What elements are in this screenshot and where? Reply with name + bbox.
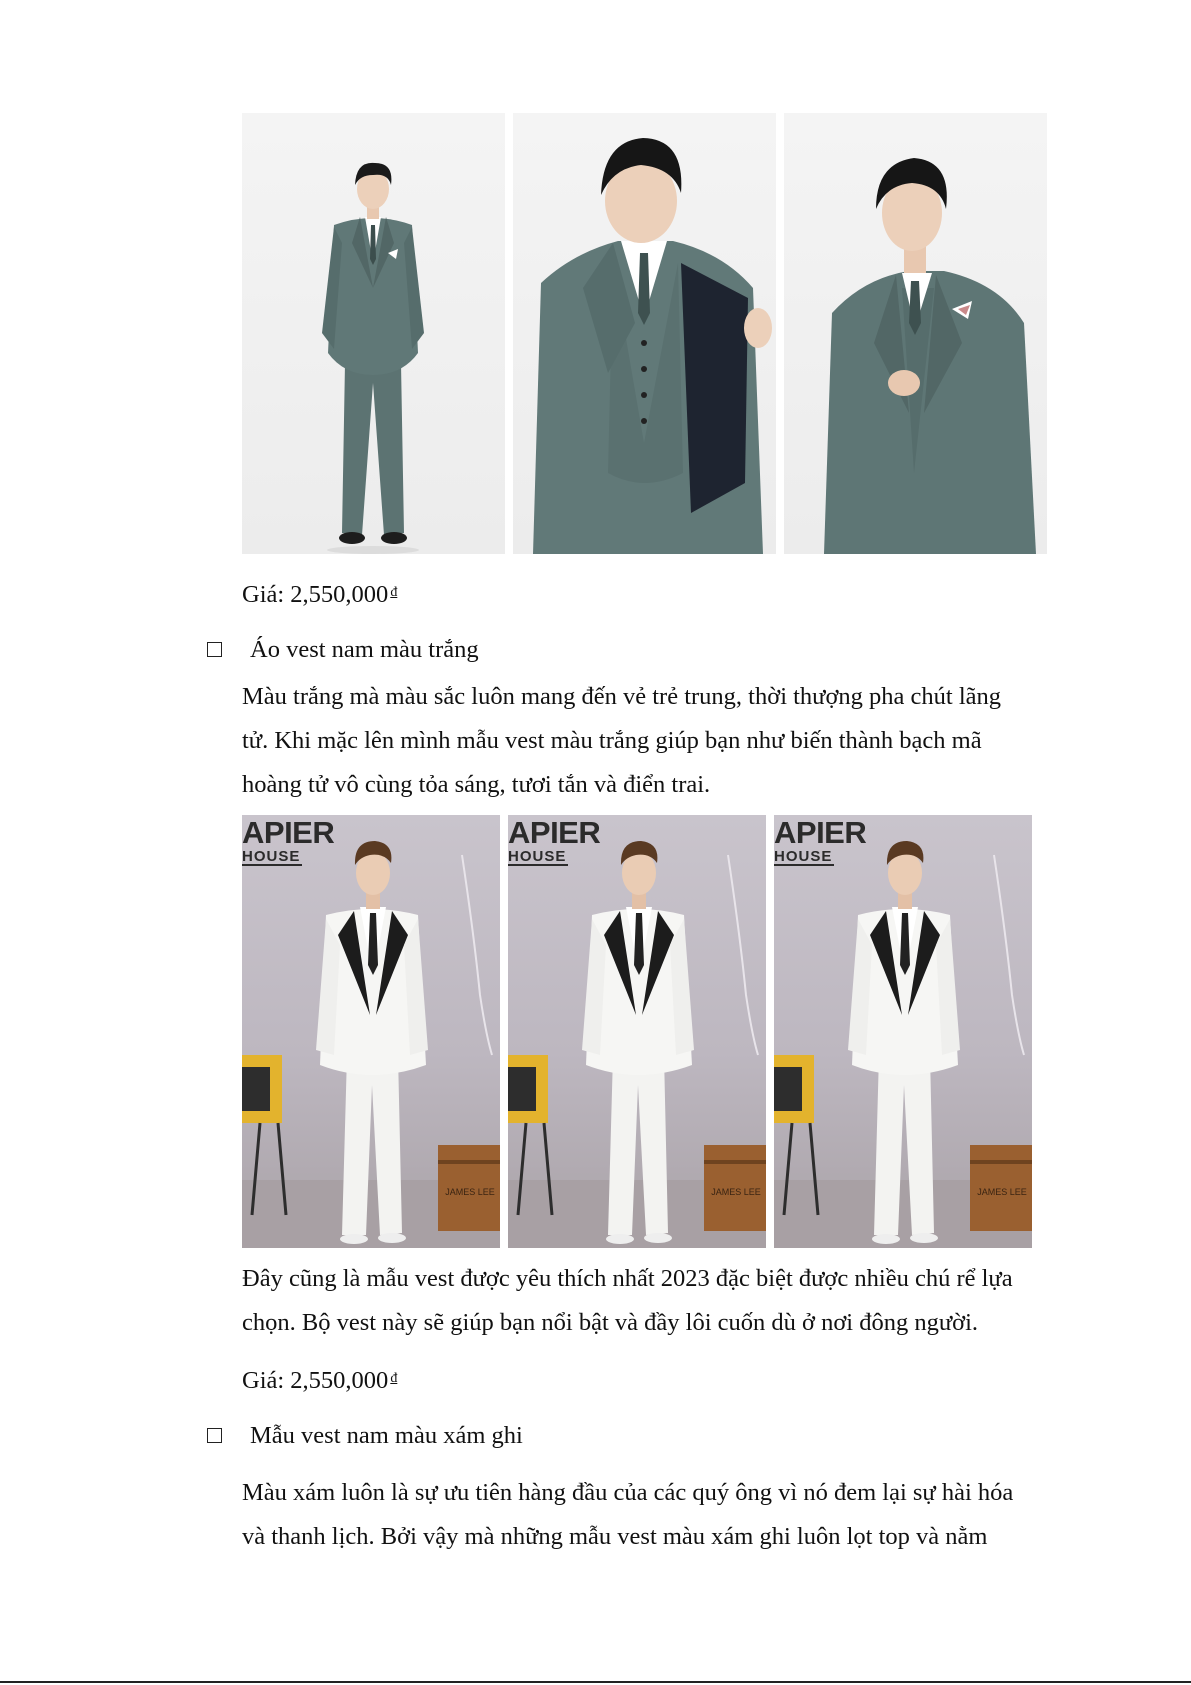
suitcase-label: JAMES LEE [977,1187,1027,1197]
grey-suit-photo-half-body [784,113,1047,554]
paragraph-line: Màu trắng mà màu sắc luôn mang đến vẻ trẻ trung, thời thượng pha chút lãng [242,683,1002,710]
logo-text-line2: HOUSE [242,848,301,865]
paragraph-line: Màu xám luôn là sự ưu tiên hàng đầu của các quý ông vì nó đem lại sự hài hóa [242,1479,1014,1506]
price-section-1 [242,571,397,617]
white-suit-photo-row [242,815,1032,1248]
page-bottom-rule [0,1681,1191,1683]
grey-suit-photo-jacket-open [513,113,776,554]
logo-text-line2: HOUSE [508,848,567,865]
price-text: Giá: 2,550,000 [242,581,389,608]
price-text: Giá: 2,550,000 [242,1367,389,1394]
price-section-2 [242,1357,397,1403]
paragraph-line: hoàng tử vô cùng tỏa sáng, tươi tắn và điển trai. [242,771,711,798]
checkbox-bullet-icon [207,642,222,657]
paragraph-line: chọn. Bộ vest này sẽ giúp bạn nổi bật và đầy lôi cuốn dù ở nơi đông người. [242,1309,979,1336]
logo-text-line1: APIER [242,815,335,850]
currency-symbol: đ [390,1371,398,1386]
white-suit-photo [242,815,500,1248]
bullet-heading-white-vest [207,636,479,664]
paragraph-line: và thanh lịch. Bởi vậy mà những mẫu vest màu xám ghi luôn lọt top và nằm [242,1523,988,1550]
paragraph-white-vest [242,675,1001,807]
checkbox-bullet-icon [207,1428,222,1443]
paragraph-line: Đây cũng là mẫu vest được yêu thích nhất 2023 đặc biệt được nhiều chú rể lựa [242,1265,1013,1292]
white-suit-photo [508,815,766,1248]
currency-symbol: đ [390,585,398,600]
paragraph-grey-vest [242,1471,1013,1559]
white-suit-photo [774,815,1032,1248]
paragraph-line: tử. Khi mặc lên mình mẫu vest màu trắng giúp bạn như biến thành bạch mã [242,727,982,754]
suitcase-label: JAMES LEE [445,1187,495,1197]
logo-text-line2: HOUSE [774,848,833,865]
grey-suit-photo-row [242,113,1047,554]
heading-text: Áo vest nam màu trắng [250,636,479,663]
grey-suit-photo-full-length [242,113,505,554]
bullet-heading-grey-vest [207,1422,523,1450]
paragraph-white-vest-popular [242,1257,1013,1345]
logo-text-line1: APIER [774,815,867,850]
logo-text-line1: APIER [508,815,601,850]
suitcase-label: JAMES LEE [711,1187,761,1197]
heading-text: Mẫu vest nam màu xám ghi [250,1422,523,1449]
